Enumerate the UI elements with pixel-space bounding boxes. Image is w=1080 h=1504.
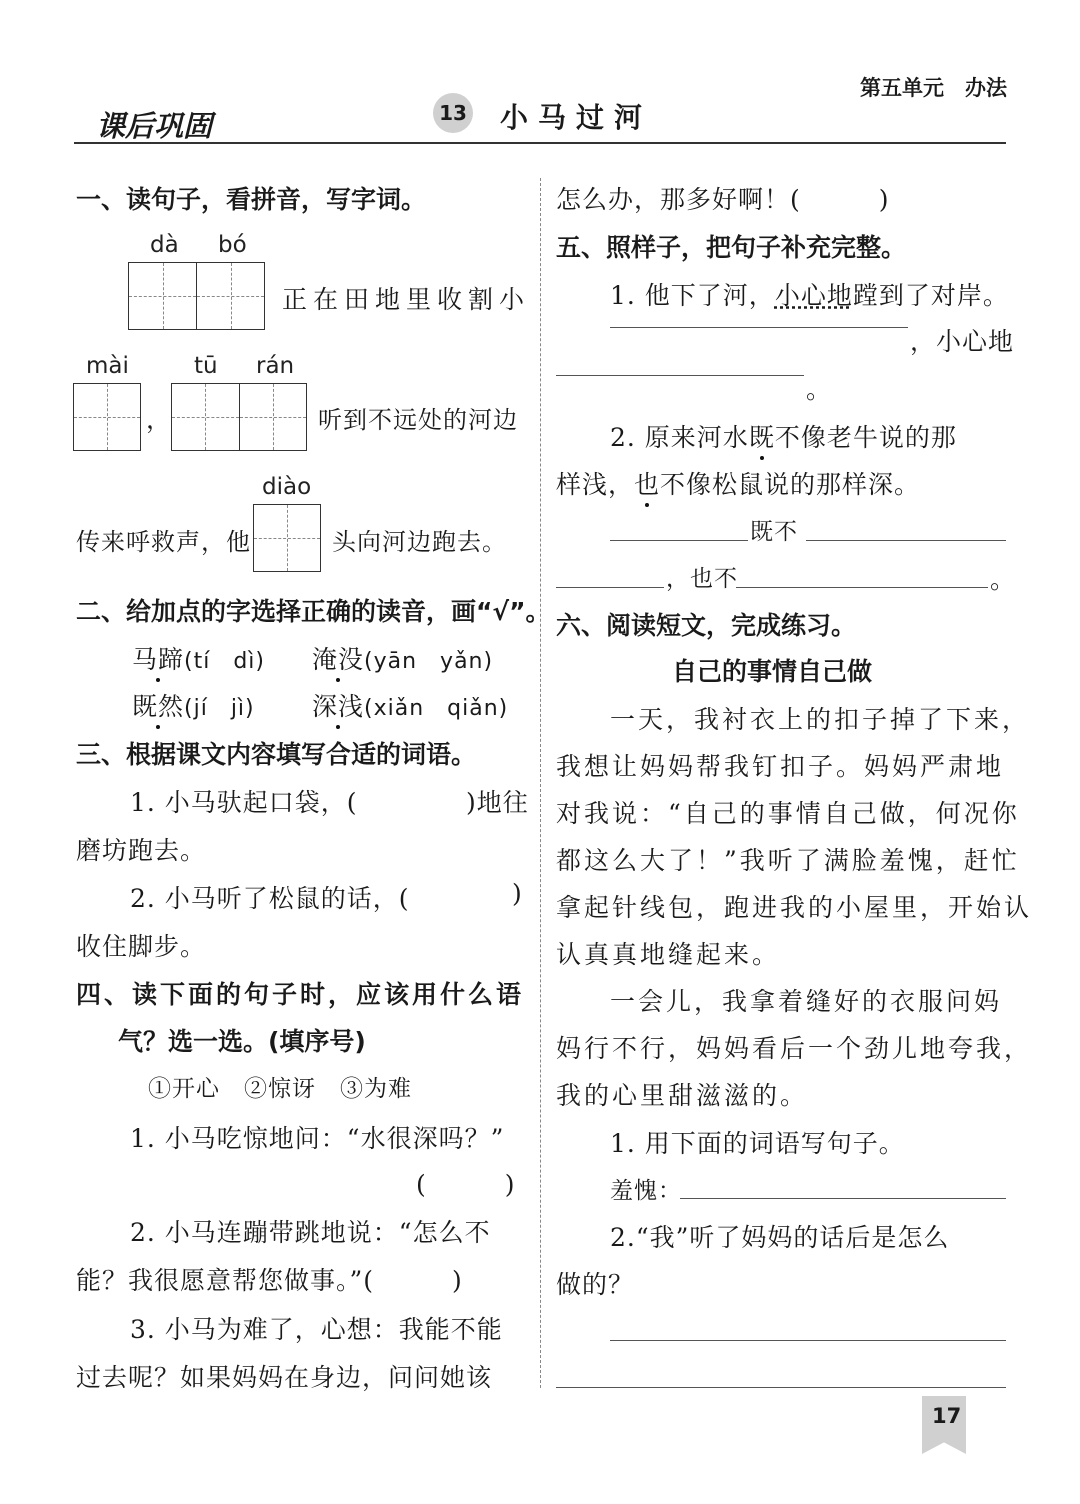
answer-grid-diao[interactable] bbox=[253, 504, 321, 572]
q1-text-3a: 传来呼救声，他 bbox=[76, 528, 251, 556]
q6-task-1-line[interactable] bbox=[680, 1198, 1006, 1199]
pinyin-da: dà bbox=[150, 232, 179, 258]
q5-example-2b: 样浅，也不像松鼠说的那样深。 bbox=[556, 465, 920, 501]
header-rule bbox=[74, 142, 1006, 144]
q6-task-1-word: 羞愧： bbox=[610, 1178, 682, 1204]
q4-s3c: 怎么办，那多好啊！( ) bbox=[556, 185, 890, 214]
pinyin-bo: bó bbox=[218, 232, 247, 258]
q2-item-4[interactable]: 深浅(xiǎn qiǎn) bbox=[312, 687, 508, 723]
q1-text-2: 听到不远处的河边 bbox=[318, 406, 518, 434]
q1-heading: 一、读句子，看拼音，写字词。 bbox=[76, 185, 427, 214]
q5-fill-line-3[interactable] bbox=[610, 540, 748, 541]
q4-heading-1: 四、读下面的句子时，应该用什么语 bbox=[76, 980, 525, 1009]
q5-fill-ye: ，也不 bbox=[666, 566, 738, 592]
q2-item-2[interactable]: 淹没(yān yǎn) bbox=[312, 640, 493, 676]
q5-fill-line-2[interactable] bbox=[556, 375, 804, 376]
answer-grid-dabo[interactable] bbox=[128, 262, 265, 330]
story-p1-line-5: 拿起针线包，跑进我的小屋里，开始认 bbox=[556, 893, 1033, 922]
pinyin-tu: tū bbox=[194, 353, 218, 379]
q5-example-2a: 2. 原来河水既不像老牛说的那 bbox=[610, 418, 957, 454]
q3-s1c: 磨坊跑去。 bbox=[76, 836, 207, 865]
q5-fill-line-4[interactable] bbox=[806, 540, 1006, 541]
q2-item-1[interactable]: 马蹄(tí dì) bbox=[132, 640, 265, 676]
answer-grid-turan[interactable] bbox=[171, 383, 307, 451]
story-p1-line-6: 认真真地缝起来。 bbox=[556, 940, 781, 969]
q6-task-2-line-2[interactable] bbox=[556, 1387, 1006, 1388]
q4-s2a: 2. 小马连蹦带跳地说：“怎么不 bbox=[130, 1218, 491, 1247]
q4-s3a: 3. 小马为难了，心想：我能不能 bbox=[130, 1315, 503, 1344]
q1-text-3b: 头向河边跑去。 bbox=[332, 528, 507, 556]
q4-s1: 1. 小马吃惊地问：“水很深吗？” bbox=[130, 1124, 505, 1153]
lesson-title: 小马过河 bbox=[500, 101, 653, 134]
q5-fill-1-text: ，小心地 bbox=[910, 327, 1015, 356]
pinyin-ran: rán bbox=[256, 353, 295, 379]
q3-heading: 三、根据课文内容填写合适的词语。 bbox=[76, 740, 477, 769]
q4-options: ①开心 ②惊讶 ③为难 bbox=[148, 1076, 412, 1102]
story-p2-line-2: 妈行不行，妈妈看后一个劲儿地夸我， bbox=[556, 1034, 1033, 1063]
story-p2-line-3: 我的心里甜滋滋的。 bbox=[556, 1081, 809, 1110]
q3-s2b: ) bbox=[512, 879, 523, 908]
pinyin-diao: diào bbox=[262, 474, 312, 500]
q6-task-2b: 做的？ bbox=[556, 1270, 635, 1299]
story-p1-line-2: 我想让妈妈帮我钉扣子。妈妈严肃地 bbox=[556, 752, 1005, 781]
q6-task-2a: 2.“我”听了妈妈的话后是怎么 bbox=[610, 1223, 950, 1252]
unit-label: 第五单元 办法 bbox=[860, 76, 1007, 100]
story-p2-line-1: 一会儿，我拿着缝好的衣服问妈 bbox=[610, 987, 1003, 1016]
story-p1-line-1: 一天，我衬衣上的扣子掉了下来， bbox=[610, 705, 1031, 734]
q2-item-3[interactable]: 既然(jí jì) bbox=[132, 687, 255, 723]
q2-heading: 二、给加点的字选择正确的读音，画“√”。 bbox=[76, 597, 551, 626]
q6-heading: 六、阅读短文，完成练习。 bbox=[556, 611, 857, 640]
story-p1-line-3: 对我说：“自己的事情自己做，何况你 bbox=[556, 799, 1020, 828]
q6-task-1: 1. 用下面的词语写句子。 bbox=[610, 1129, 905, 1158]
q6-task-2-line-1[interactable] bbox=[610, 1340, 1006, 1341]
q1-text-1: 正在田地里收割小 bbox=[282, 285, 531, 314]
column-divider bbox=[540, 178, 541, 1388]
q5-example-1: 1. 他下了河，小心地蹚到了对岸。 bbox=[610, 281, 1009, 310]
story-title: 自己的事情自己做 bbox=[672, 657, 873, 686]
answer-grid-mai[interactable] bbox=[73, 383, 141, 451]
q4-s2b: 能？我很愿意帮您做事。”( ) bbox=[76, 1266, 463, 1295]
q4-heading-2: 气？选一选。(填序号) bbox=[118, 1027, 366, 1056]
q1-comma: ， bbox=[146, 405, 173, 434]
q3-s1b: )地往 bbox=[466, 788, 529, 817]
q5-fill-line-5[interactable] bbox=[556, 587, 664, 588]
story-p1-line-4: 都这么大了！”我听了满脸羞愧，赶忙 bbox=[556, 846, 1020, 875]
q5-fill-line-1[interactable] bbox=[610, 327, 908, 328]
q3-s2a: 2. 小马听了松鼠的话，( bbox=[130, 884, 410, 913]
page-number: 17 bbox=[932, 1404, 962, 1428]
section-label: 课后巩固 bbox=[96, 109, 213, 143]
q4-s1-paren[interactable]: ( ) bbox=[416, 1170, 516, 1199]
q4-s3b: 过去呢？如果妈妈在身边，问问她该 bbox=[76, 1363, 493, 1392]
q3-s2c: 收住脚步。 bbox=[76, 932, 207, 961]
q5-fill-ji: 既不 bbox=[750, 519, 798, 545]
q5-period-2: 。 bbox=[990, 565, 1017, 594]
lesson-number-badge: 13 bbox=[433, 93, 473, 133]
q5-fill-line-6[interactable] bbox=[736, 587, 988, 588]
pinyin-mai: mài bbox=[86, 353, 129, 379]
q5-period-1: 。 bbox=[806, 375, 833, 404]
q3-s1a: 1. 小马驮起口袋，( bbox=[130, 788, 358, 817]
q5-heading: 五、照样子，把句子补充完整。 bbox=[556, 233, 907, 262]
